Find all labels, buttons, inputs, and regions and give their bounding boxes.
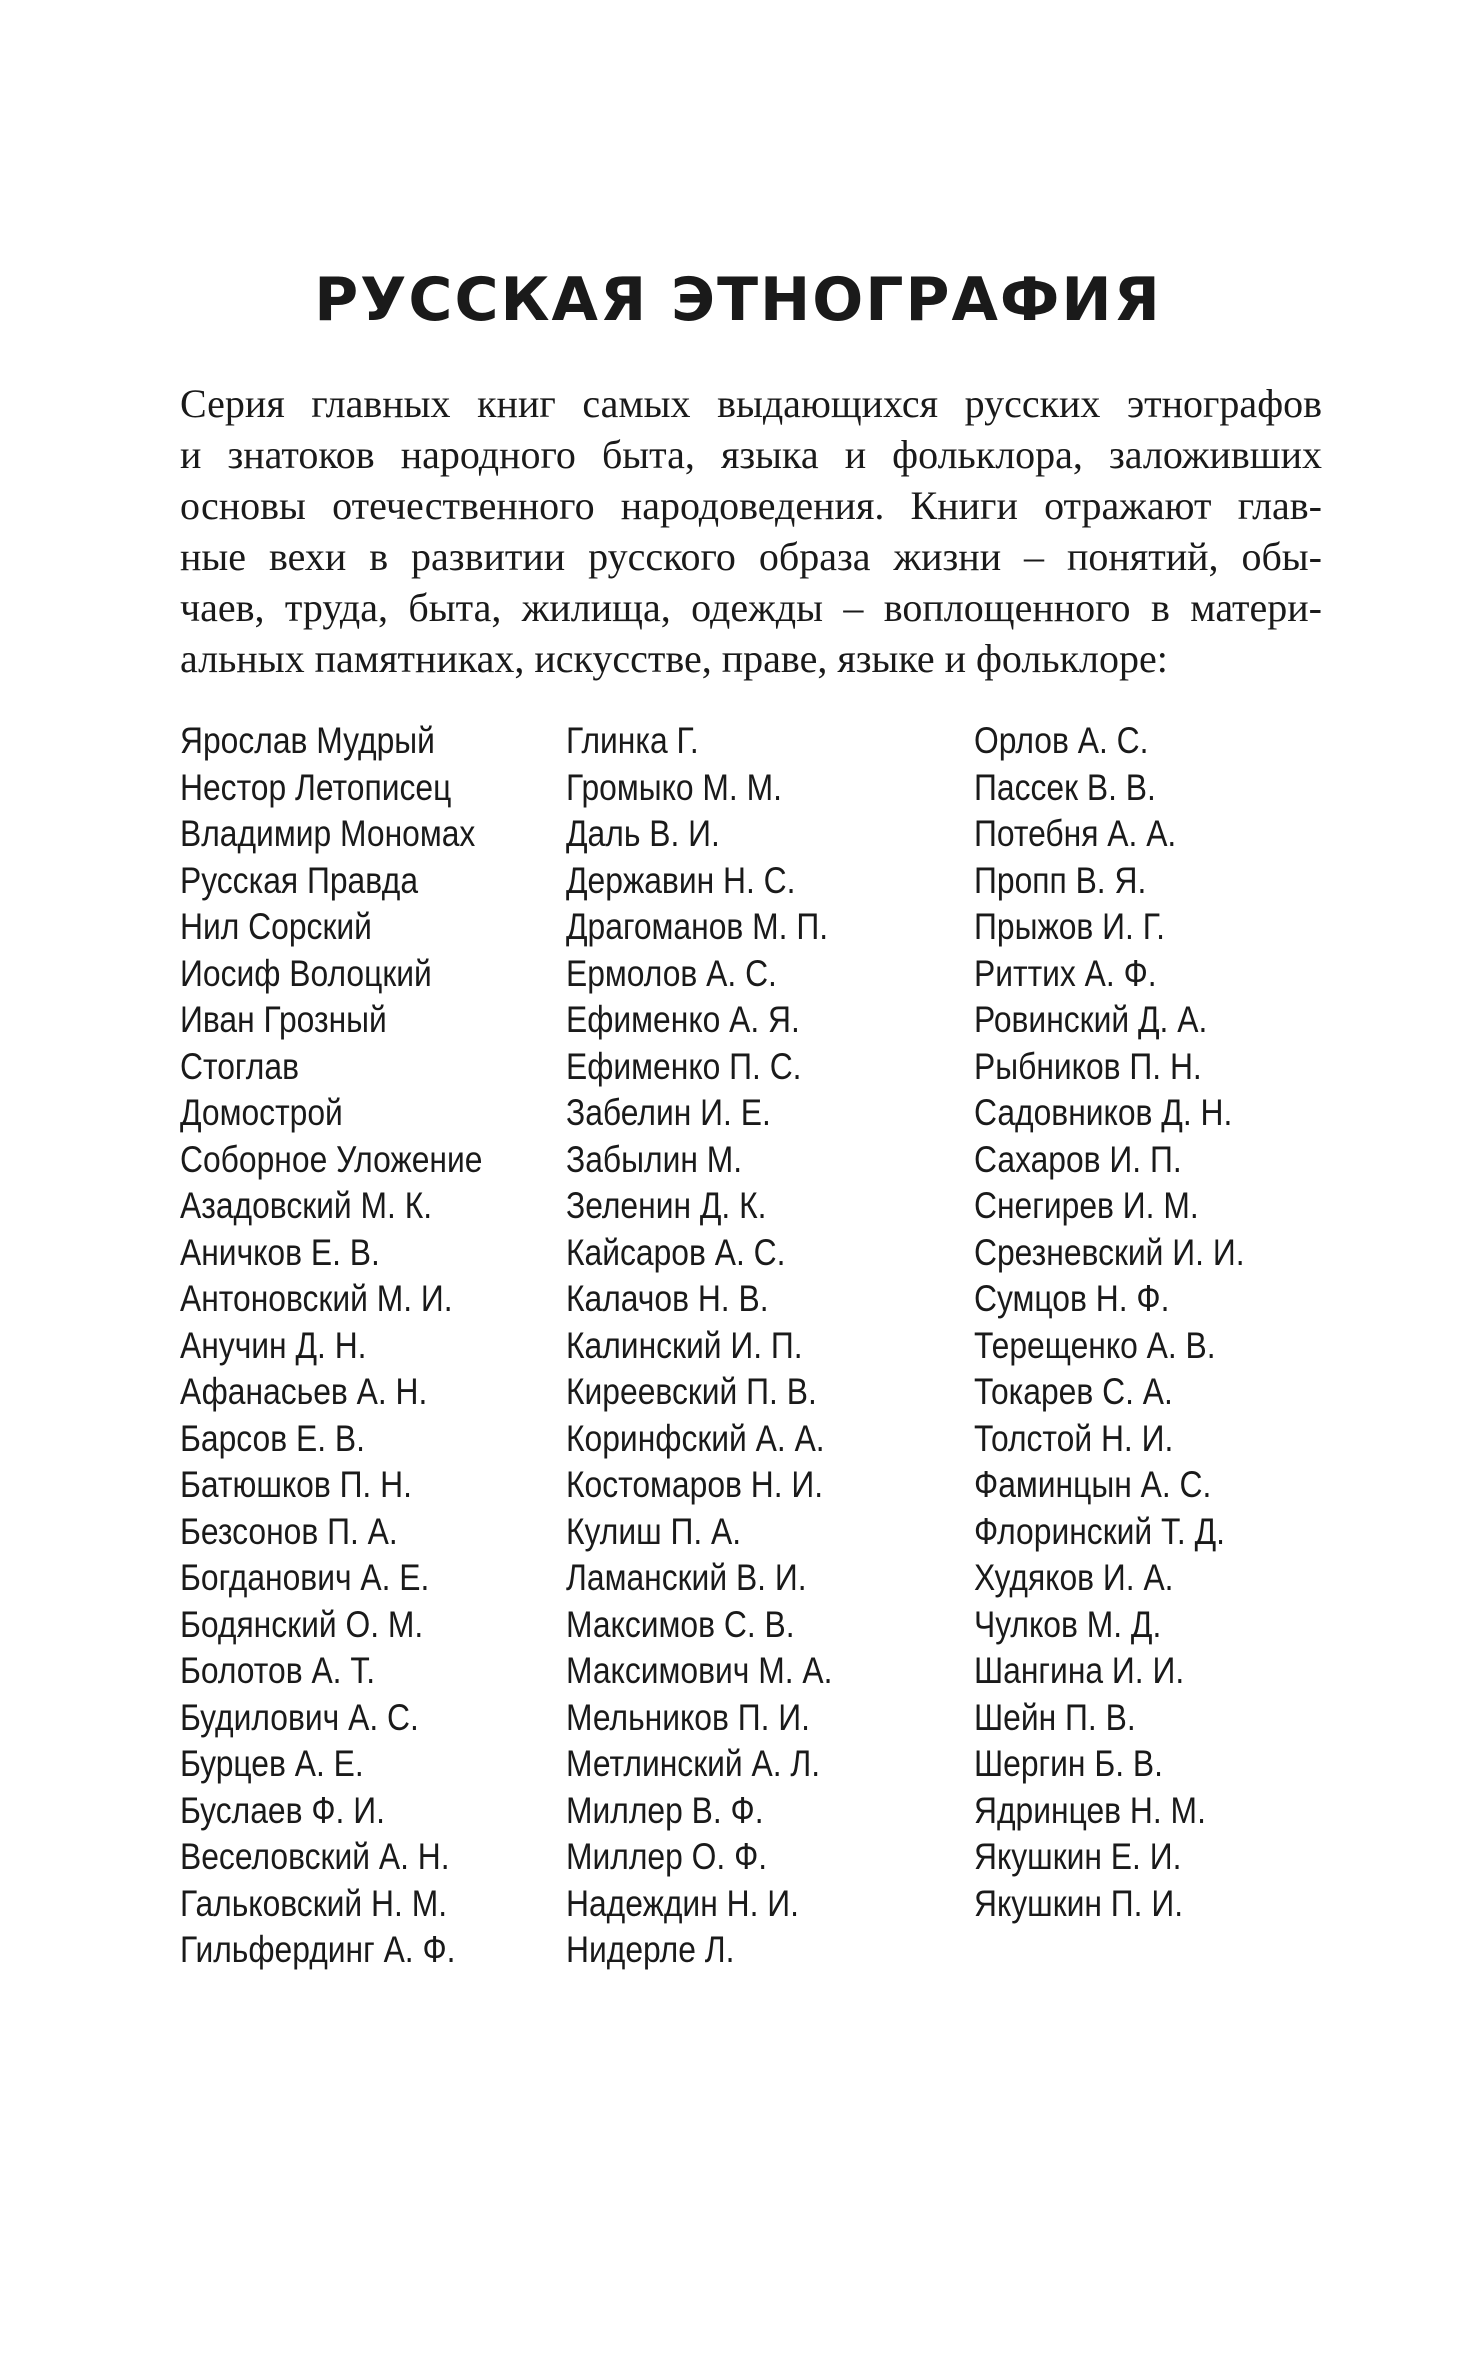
description-line: Серия главных книг самых выдающихся русских этнографов — [180, 381, 1322, 426]
book-title-item: Иван Грозный — [180, 999, 387, 1040]
book-title-item: Токарев С. А. — [974, 1371, 1173, 1412]
book-title-item: Якушкин П. И. — [974, 1882, 1184, 1924]
book-title-item: Рыбников П. Н. — [974, 1045, 1202, 1087]
book-title-item: Веселовский А. Н. — [180, 1836, 450, 1877]
book-title-item: Азадовский М. К. — [180, 1185, 433, 1226]
book-title-item: Даль В. И. — [566, 813, 720, 854]
book-title-item: Коринфский А. А. — [566, 1417, 825, 1459]
book-title-item: Ровинский Д. А. — [974, 999, 1208, 1040]
book-title-item: Драгоманов М. П. — [566, 906, 829, 947]
book-title-item: Ефименко П. С. — [566, 1045, 802, 1087]
book-title-item: Максимов С. В. — [566, 1603, 795, 1645]
book-title-item: Забелин И. Е. — [566, 1092, 771, 1133]
book-title-item: Глинка Г. — [566, 720, 699, 761]
book-title-item: Стоглав — [180, 1045, 299, 1087]
book-title-item: Риттих А. Ф. — [974, 952, 1157, 994]
book-title-item: Гильфердинг А. Ф. — [180, 1929, 456, 1970]
description-line: основы отечественного народоведения. Книги отражают глав- — [180, 483, 1322, 528]
book-title-item: Шергин Б. В. — [974, 1743, 1163, 1784]
book-title-item: Безсонов П. А. — [180, 1510, 398, 1552]
book-title-item: Державин Н. С. — [566, 859, 796, 901]
book-title-item: Прыжов И. Г. — [974, 906, 1165, 947]
book-title-item: Бодянский О. М. — [180, 1603, 424, 1645]
book-title-item: Мельников П. И. — [566, 1696, 810, 1738]
book-title-item: Фаминцын А. С. — [974, 1464, 1212, 1505]
book-title-item: Нестор Летописец — [180, 766, 452, 808]
book-title-item: Ярослав Мудрый — [180, 720, 435, 761]
book-title-item: Батюшков П. Н. — [180, 1464, 412, 1505]
author-list-column-1 — [180, 718, 482, 1974]
book-title-item: Метлинский А. Л. — [566, 1743, 821, 1784]
book-title-item: Ядринцев Н. М. — [974, 1789, 1206, 1831]
book-title-item: Миллер О. Ф. — [566, 1836, 768, 1877]
book-title-item: Богданович А. Е. — [180, 1557, 430, 1598]
book-title-item: Потебня А. А. — [974, 813, 1177, 854]
book-title-item: Ламанский В. И. — [566, 1557, 807, 1598]
description-line: альных памятниках, искусстве, праве, языке и фольклоре: — [180, 636, 1168, 681]
book-title-item: Костомаров Н. И. — [566, 1464, 824, 1505]
book-title-item: Владимир Мономах — [180, 813, 476, 854]
book-title-item: Киреевский П. В. — [566, 1371, 817, 1412]
book-title-item: Толстой Н. И. — [974, 1417, 1174, 1459]
book-title-item: Сахаров И. П. — [974, 1138, 1182, 1180]
book-title-item: Максимович М. А. — [566, 1650, 833, 1691]
book-title-item: Гальковский Н. М. — [180, 1882, 448, 1924]
book-title-item: Флоринский Т. Д. — [974, 1510, 1226, 1552]
book-title-item: Миллер В. Ф. — [566, 1789, 764, 1831]
book-title-item: Худяков И. А. — [974, 1557, 1174, 1598]
book-title-item: Срезневский И. И. — [974, 1231, 1245, 1273]
series-title: РУССКАЯ ЭТНОГРАФИЯ — [314, 265, 1162, 335]
book-title-item: Надеждин Н. И. — [566, 1882, 800, 1924]
description-line: и знатоков народного быта, языка и фольклора, заложивших — [180, 432, 1322, 477]
book-title-item: Антоновский М. И. — [180, 1278, 453, 1319]
series-description — [180, 378, 1322, 684]
book-title-item: Нидерле Л. — [566, 1929, 735, 1970]
book-title-item: Анучин Д. Н. — [180, 1324, 367, 1366]
book-title-item: Домострой — [180, 1092, 343, 1133]
book-title-item: Зеленин Д. К. — [566, 1185, 767, 1226]
book-title-item: Громыко М. М. — [566, 766, 782, 808]
book-title-item: Орлов А. С. — [974, 720, 1149, 761]
author-list-column-2 — [566, 718, 832, 1974]
book-title-item: Нил Сорский — [180, 906, 372, 947]
book-title-item: Кулиш П. А. — [566, 1510, 742, 1552]
book-title-item: Ефименко А. Я. — [566, 999, 800, 1040]
book-title-item: Будилович А. С. — [180, 1696, 419, 1738]
book-title-item: Соборное Уложение — [180, 1138, 483, 1180]
book-title-item: Забылин М. — [566, 1138, 743, 1180]
description-line: ные вехи в развитии русского образа жизни – понятий, обы- — [180, 534, 1322, 579]
book-title-item: Калинский И. П. — [566, 1324, 803, 1366]
book-title-item: Терещенко А. В. — [974, 1324, 1216, 1366]
book-title-item: Снегирев И. М. — [974, 1185, 1199, 1226]
book-title-item: Аничков Е. В. — [180, 1231, 380, 1273]
book-title-item: Пассек В. В. — [974, 766, 1156, 808]
book-title-item: Кайсаров А. С. — [566, 1231, 786, 1273]
book-title-item: Болотов А. Т. — [180, 1650, 376, 1691]
book-title-item: Ермолов А. С. — [566, 952, 777, 994]
book-title-item: Афанасьев А. Н. — [180, 1371, 428, 1412]
author-list-column-3 — [974, 718, 1245, 1927]
book-title-item: Сумцов Н. Ф. — [974, 1278, 1170, 1319]
book-title-item: Барсов Е. В. — [180, 1417, 365, 1459]
book-title-item: Якушкин Е. И. — [974, 1836, 1182, 1877]
book-title-item: Шейн П. В. — [974, 1696, 1136, 1738]
book-title-item: Пропп В. Я. — [974, 859, 1147, 901]
book-title-item: Калачов Н. В. — [566, 1278, 769, 1319]
book-title-item: Буслаев Ф. И. — [180, 1789, 385, 1831]
book-title-item: Шангина И. И. — [974, 1650, 1185, 1691]
book-title-item: Иосиф Волоцкий — [180, 952, 432, 994]
book-title-item: Чулков М. Д. — [974, 1603, 1162, 1645]
description-line: чаев, труда, быта, жилища, одежды – воплощенного в матери- — [180, 585, 1322, 630]
book-title-item: Русская Правда — [180, 859, 419, 901]
book-title-item: Садовников Д. Н. — [974, 1092, 1233, 1133]
book-title-item: Бурцев А. Е. — [180, 1743, 364, 1784]
